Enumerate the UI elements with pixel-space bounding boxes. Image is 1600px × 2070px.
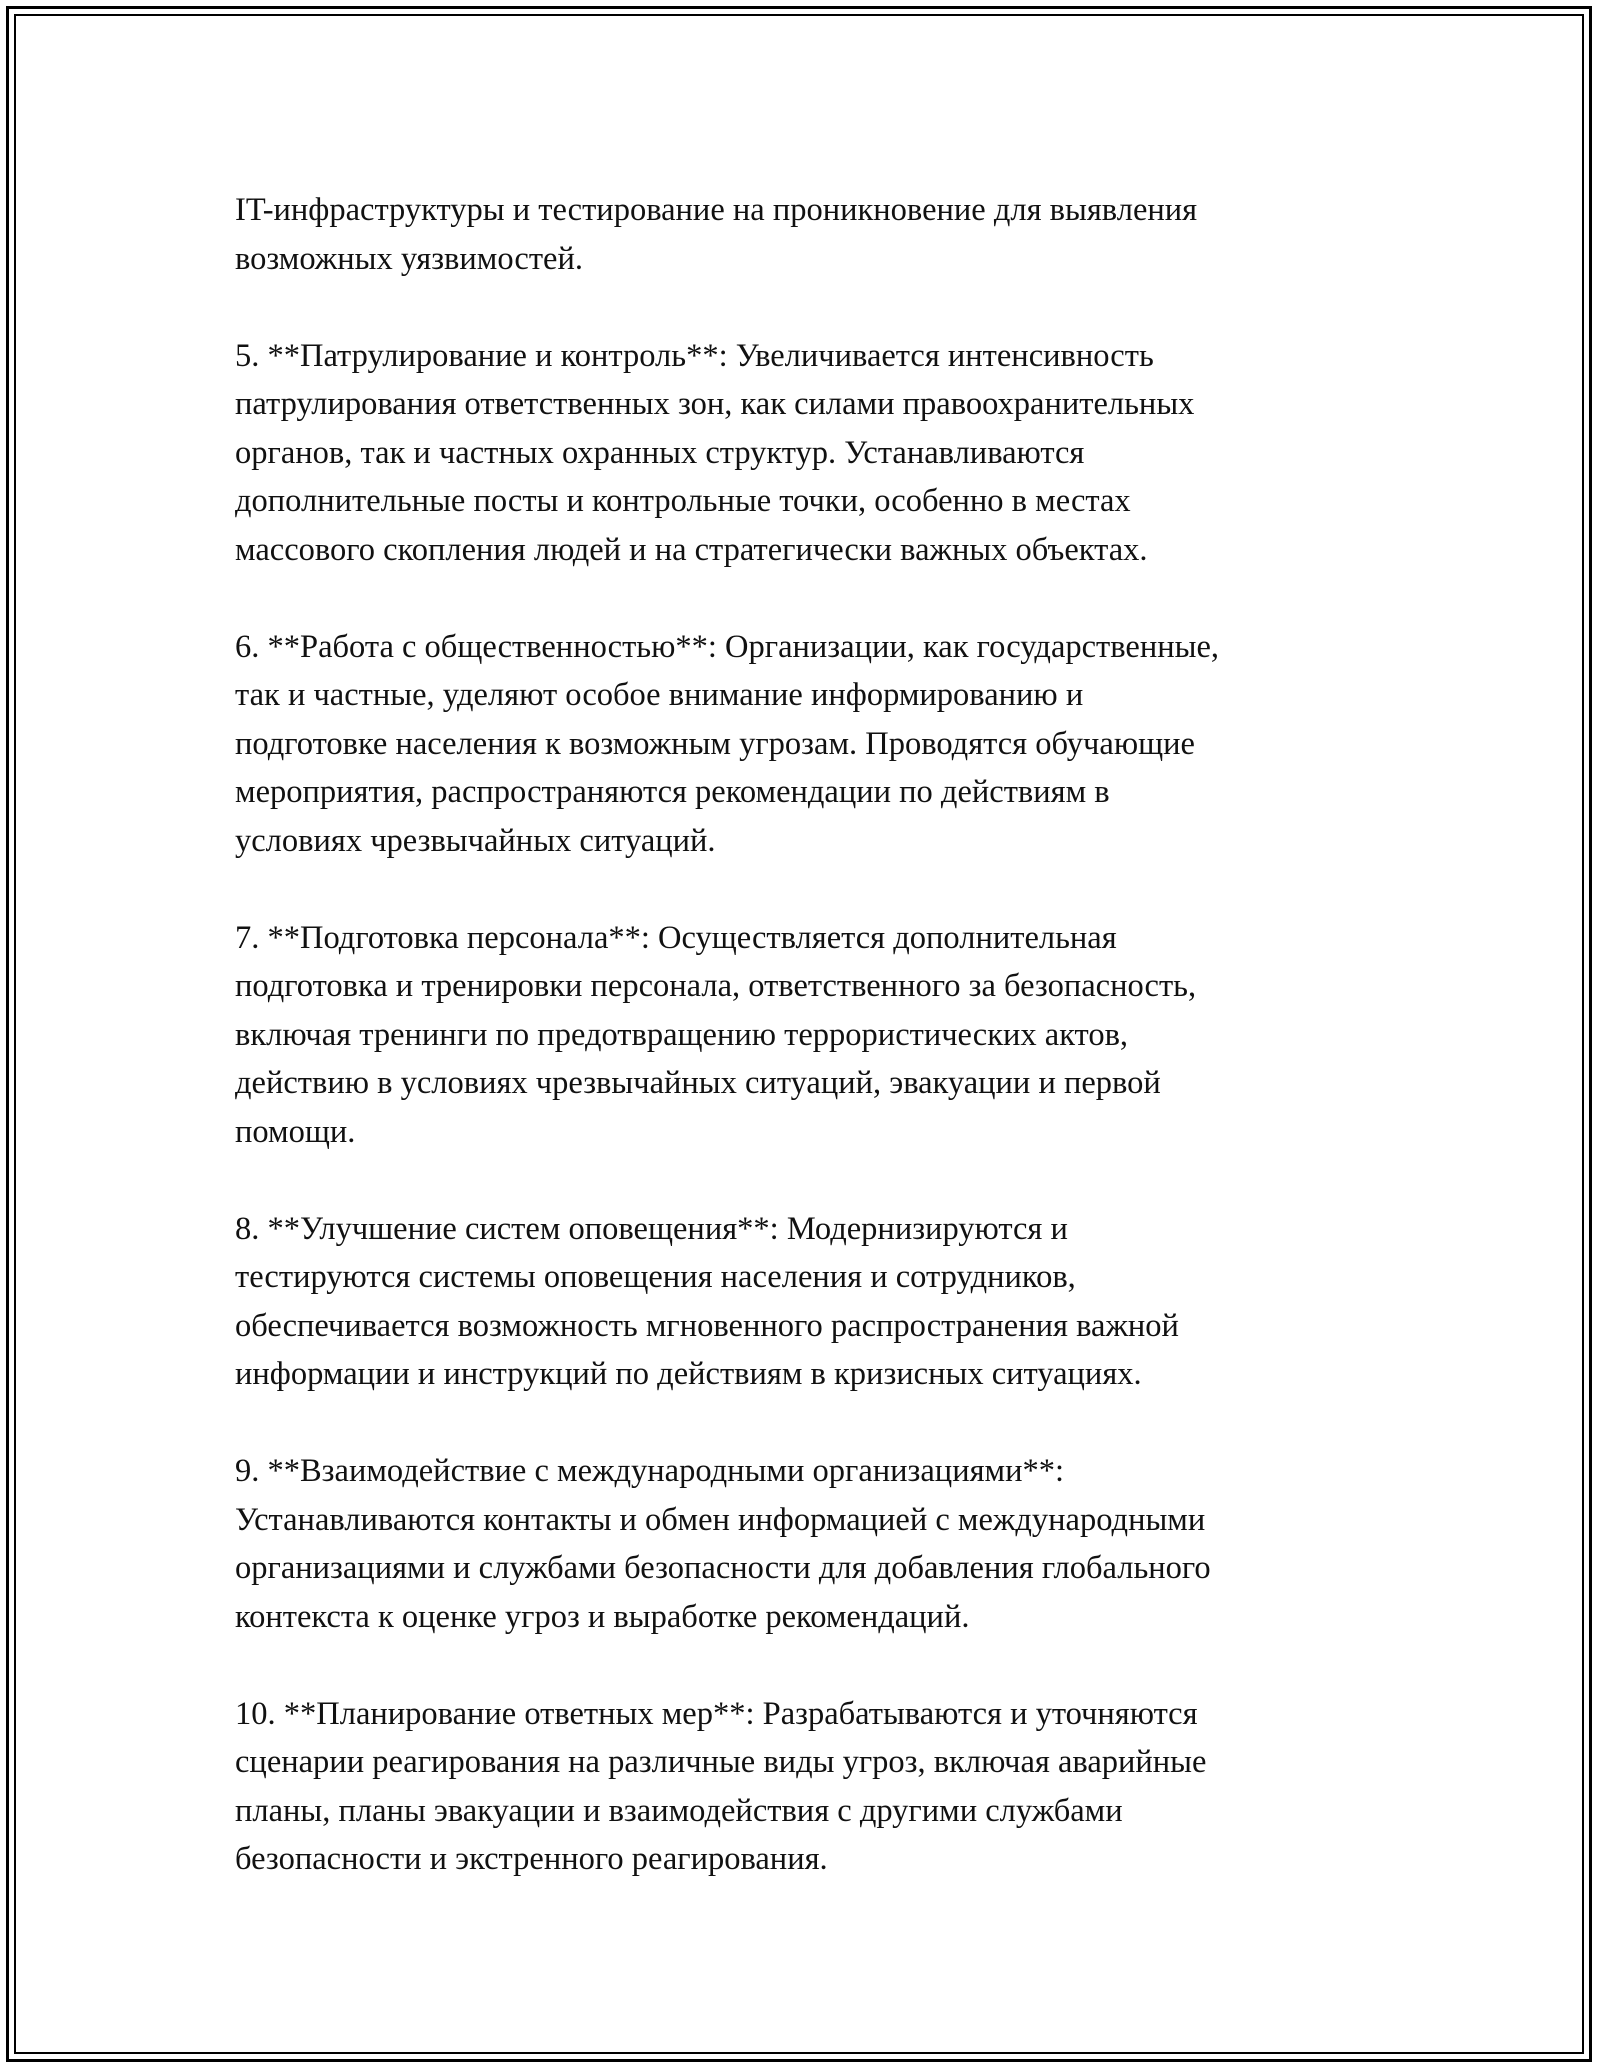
document-body [235,186,1375,1884]
paragraph-item-8: 8. **Улучшение систем оповещения**: Модернизируются и тестируются системы оповещения населения и сотрудников, обеспечивается возможность мгновенного распространения важной информации и инструкций по действиям в кризисных ситуациях. [235,1210,1179,1392]
paragraph-item-5: 5. **Патрулирование и контроль**: Увеличивается интенсивность патрулирования ответственных зон, как силами правоохранительных органов, так и частных охранных структур. Устанавливаются дополнительные посты и контрольные точки, особенно в местах массового скопления людей и на стратегически важных объектах. [235,337,1195,568]
paragraph-item-9: 9. **Взаимодействие с международными организациями**: Устанавливаются контакты и обмен информацией с международными организациями и службами безопасности для добавления глобального контекста к оценке угроз и выработке рекомендаций. [235,1453,1211,1635]
paragraph-item-10: 10. **Планирование ответных мер**: Разрабатываются и уточняются сценарии реагирования на различные виды угроз, включая аварийные планы, планы эвакуации и взаимодействия с другими службами безопасности и экстренного реагирования. [235,1695,1207,1877]
paragraph-item-7: 7. **Подготовка персонала**: Осуществляется дополнительная подготовка и тренировки персонала, ответственного за безопасность, включая тренинги по предотвращению террористических актов, действию в условиях чрезвычайных ситуаций, эвакуации и первой помощи. [235,919,1197,1150]
paragraph-item-6: 6. **Работа с общественностью**: Организации, как государственные, так и частные, уделяют особое внимание информированию и подготовке населения к возможным угрозам. Проводятся обучающие мероприятия, распространяются рекомендации по действиям в условиях чрезвычайных ситуаций. [235,628,1219,859]
paragraph-continuation: IT-инфраструктуры и тестирование на проникновение для выявления возможных уязвимостей. [235,192,1198,277]
